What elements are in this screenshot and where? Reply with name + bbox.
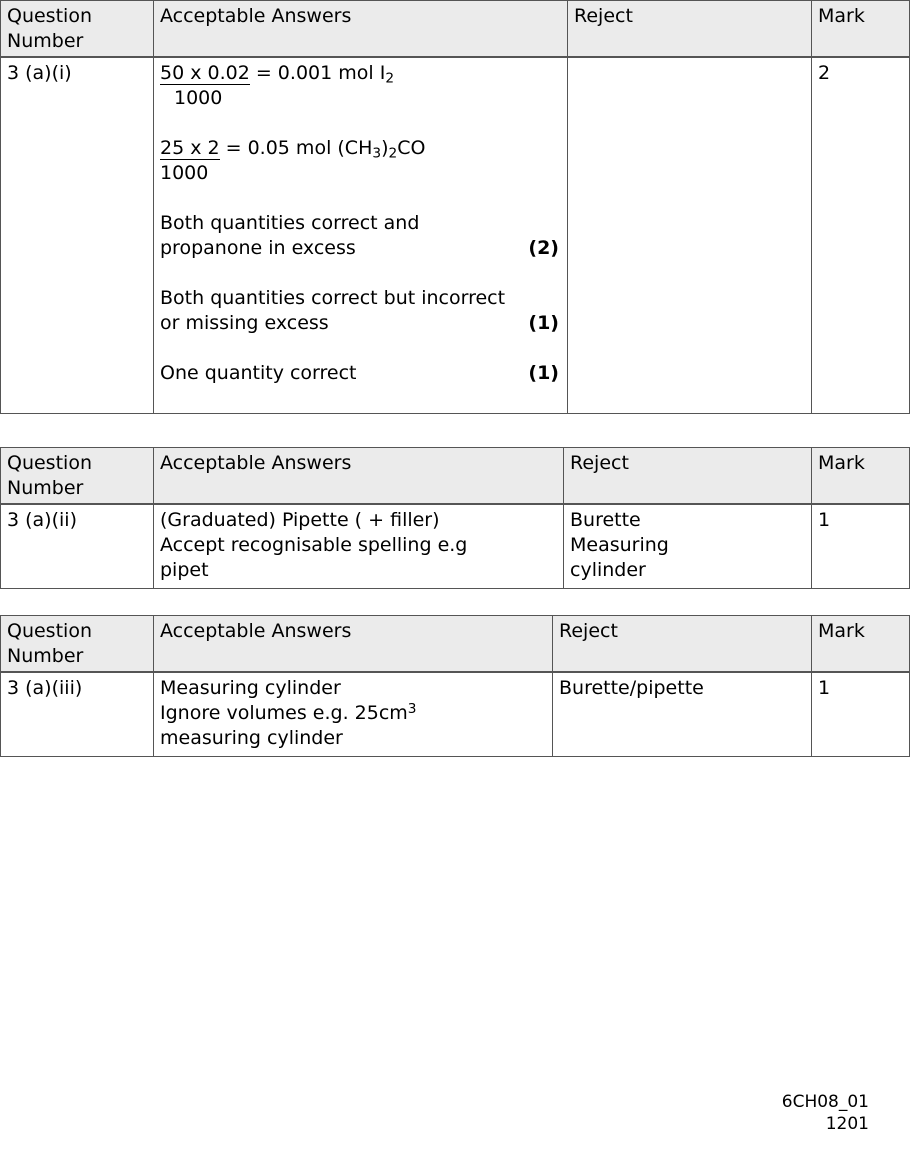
table-header-3aiii bbox=[1, 616, 910, 673]
reject-line-3: cylinder bbox=[570, 559, 646, 581]
table-row bbox=[1, 57, 910, 414]
mark-scheme-table-3aiii bbox=[0, 615, 910, 757]
header-acceptable-answers: Acceptable Answers bbox=[154, 616, 553, 673]
question-number-cell: 3 (a)(ii) bbox=[1, 504, 154, 589]
header-acceptable-answers: Acceptable Answers bbox=[154, 1, 568, 58]
acceptable-answers-cell bbox=[154, 57, 568, 414]
header-row bbox=[1, 616, 910, 673]
fraction-numerator: 25 x 2 bbox=[160, 137, 220, 159]
header-question-number: Question Number bbox=[1, 448, 154, 505]
header-mark: Mark bbox=[812, 448, 910, 505]
reject-cell bbox=[553, 672, 812, 757]
reject-line-1: Burette bbox=[570, 509, 641, 531]
answer-fraction-1-denominator: 1000 bbox=[174, 87, 223, 109]
table-body-3aii bbox=[1, 504, 910, 589]
reject-line-2: Measuring bbox=[570, 534, 669, 556]
table-header-3aii bbox=[1, 448, 910, 505]
mark-cell: 1 bbox=[812, 504, 910, 589]
mark-point-credit: (1) bbox=[528, 312, 559, 334]
footer-page-number: 1201 bbox=[825, 1114, 869, 1134]
mark-scheme-table-3ai bbox=[0, 0, 910, 414]
fraction-remainder-c: CO bbox=[397, 137, 426, 159]
mark-scheme-table-3aii bbox=[0, 447, 910, 589]
iodine-subscript: 2 bbox=[385, 70, 395, 87]
spacer bbox=[160, 186, 561, 211]
answer-fraction-1-numerator-line bbox=[160, 61, 561, 86]
header-question-number: Question Number bbox=[1, 1, 154, 58]
answer-fraction-2-numerator-line bbox=[160, 136, 561, 161]
mark-point-credit: (2) bbox=[528, 237, 559, 259]
table-body-3ai bbox=[1, 57, 910, 414]
reject-line-1: Burette/pipette bbox=[559, 677, 704, 699]
mark-point-credit: (1) bbox=[528, 362, 559, 384]
acceptable-answers-cell bbox=[154, 504, 564, 589]
header-acceptable-answers: Acceptable Answers bbox=[154, 448, 564, 505]
answer-line-1: Measuring cylinder bbox=[160, 677, 341, 699]
mark-cell: 1 bbox=[812, 672, 910, 757]
spacer bbox=[160, 336, 561, 361]
answer-line-2: Accept recognisable spelling e.g bbox=[160, 534, 468, 556]
table-body-3aiii bbox=[1, 672, 910, 757]
answer-line-3: measuring cylinder bbox=[160, 727, 343, 749]
table-row bbox=[1, 504, 910, 589]
mark-cell: 2 bbox=[812, 57, 910, 414]
answer-line-2 bbox=[160, 701, 546, 726]
header-mark: Mark bbox=[812, 616, 910, 673]
footer-paper-code: 6CH08_01 bbox=[781, 1092, 869, 1112]
mark-point-text: One quantity correct bbox=[160, 362, 357, 384]
mark-point-2-line-1: Both quantities correct but incorrect bbox=[160, 287, 506, 309]
mark-point-2-line-2 bbox=[160, 311, 561, 336]
header-reject: Reject bbox=[564, 448, 812, 505]
mark-point-1-line-1: Both quantities correct and bbox=[160, 212, 420, 234]
acceptable-answers-cell bbox=[154, 672, 553, 757]
mark-point-text: propanone in excess bbox=[160, 237, 356, 259]
spacer bbox=[160, 261, 561, 286]
header-mark: Mark bbox=[812, 1, 910, 58]
mark-point-3-line-1 bbox=[160, 361, 561, 386]
reject-cell bbox=[568, 57, 812, 414]
header-row bbox=[1, 1, 910, 58]
answer-line-1: (Graduated) Pipette ( + filler) bbox=[160, 509, 440, 531]
header-reject: Reject bbox=[553, 616, 812, 673]
methyl-subscript: 3 bbox=[372, 145, 382, 162]
header-question-number: Question Number bbox=[1, 616, 154, 673]
question-number-cell: 3 (a)(iii) bbox=[1, 672, 154, 757]
table-header-3ai bbox=[1, 1, 910, 58]
fraction-remainder-a: = 0.05 mol (CH bbox=[219, 137, 373, 159]
answer-line-2-text: Ignore volumes e.g. 25cm bbox=[160, 702, 408, 724]
header-reject: Reject bbox=[568, 1, 812, 58]
answer-line-3: pipet bbox=[160, 559, 209, 581]
group-subscript: 2 bbox=[388, 145, 398, 162]
question-number-cell: 3 (a)(i) bbox=[1, 57, 154, 414]
table-row bbox=[1, 672, 910, 757]
header-row bbox=[1, 448, 910, 505]
fraction-remainder-b: ) bbox=[381, 137, 389, 159]
fraction-remainder: = 0.001 mol I bbox=[249, 62, 386, 84]
spacer bbox=[160, 111, 561, 136]
answer-fraction-2-denominator: 1000 bbox=[160, 162, 209, 184]
page-footer bbox=[782, 1091, 869, 1135]
cubic-superscript: 3 bbox=[407, 700, 417, 717]
reject-cell bbox=[564, 504, 812, 589]
mark-point-text: or missing excess bbox=[160, 312, 329, 334]
fraction-numerator: 50 x 0.02 bbox=[160, 62, 250, 84]
mark-point-1-line-2 bbox=[160, 236, 561, 261]
